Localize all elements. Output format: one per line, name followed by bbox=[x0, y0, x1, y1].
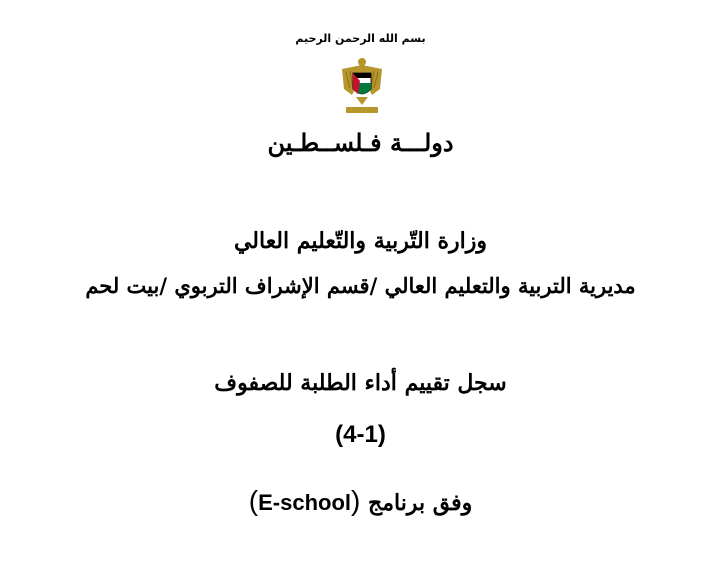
program-prefix: وفق برنامج bbox=[368, 490, 473, 516]
basmala: بسم الله الرحمن الرحيم bbox=[295, 32, 426, 45]
program-close-paren: ) bbox=[248, 485, 259, 516]
directorate-name: مديرية التربية والتعليم العالي /قسم الإشراف التربوي /بيت لحم bbox=[85, 273, 636, 298]
program-open-paren: ( bbox=[351, 485, 361, 516]
state-name: دولـــة فـلســطـين bbox=[267, 128, 454, 157]
grade-range: (4-1) bbox=[335, 421, 386, 448]
record-title: سجل تقييم أداء الطلبة للصفوف bbox=[214, 370, 507, 396]
ministry-name: وزارة التّربية والتّعليم العالي bbox=[233, 228, 488, 254]
program-name: E-school bbox=[258, 490, 351, 515]
program-line bbox=[0, 485, 721, 517]
palestine-eagle-emblem-icon bbox=[338, 55, 386, 117]
